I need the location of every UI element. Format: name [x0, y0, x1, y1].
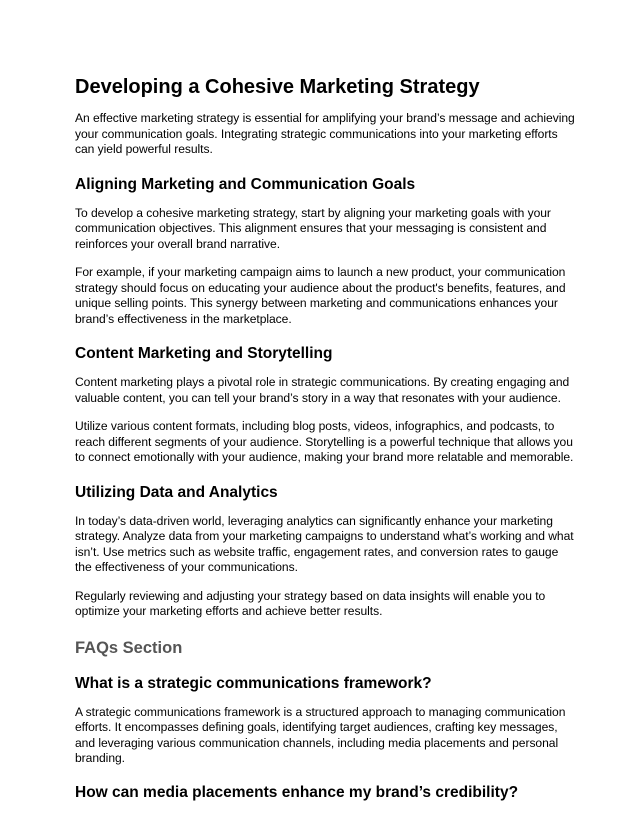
paragraph: Content marketing plays a pivotal role in strategic communications. By creating engaging and valuable content, you can tell your brand’s story in a way that resonates with your audience. [75, 375, 570, 405]
intro-paragraph: An effective marketing strategy is essential for amplifying your brand’s message and achieving your communication goals. Integrating strategic communications into your marketing efforts can yield powerful results. [75, 111, 575, 156]
section-heading-data-analytics: Utilizing Data and Analytics [75, 483, 278, 501]
faq-answer: A strategic communications framework is a structured approach to managing communication efforts. It encompasses defining goals, identifying target audiences, crafting key messages, and leveraging various communication channels, including media placements and personal branding. [75, 704, 566, 765]
section-heading-aligning-goals: Aligning Marketing and Communication Goals [75, 175, 416, 193]
paragraph: Utilize various content formats, including blog posts, videos, infographics, and podcasts, to reach different segments of your audience. Storytelling is a powerful technique that allows you to connect emotionally with your audience, making your brand more relatable and memorable. [75, 419, 574, 464]
paragraph: To develop a cohesive marketing strategy, start by aligning your marketing goals with your communication objectives. This alignment ensures that your messaging is consistent and reinforces your overall brand narrative. [75, 205, 551, 251]
faq-question: How can media placements enhance my brand’s credibility? [75, 783, 519, 801]
faq-question: What is a strategic communications framework? [75, 674, 432, 692]
paragraph: In today’s data-driven world, leveraging analytics can significantly enhance your marketing strategy. Analyze data from your marketing campaigns to understand what’s working and what isn’t. Use metrics such as website traffic, engagement rates, and conversion rates to gauge the effectiveness of your communications. [75, 513, 574, 574]
faq-section-heading: FAQs Section [75, 638, 183, 657]
paragraph: For example, if your marketing campaign aims to launch a new product, your communication strategy should focus on educating your audience about the product's benefits, features, and unique selling points. This synergy between marketing and communications enhances your brand’s effectiveness in the marketplace. [75, 265, 566, 326]
document-page [75, 74, 575, 803]
page-title: Developing a Cohesive Marketing Strategy [75, 76, 480, 98]
paragraph: Regularly reviewing and adjusting your strategy based on data insights will enable you to optimize your marketing efforts and achieve better results. [75, 588, 546, 618]
section-heading-content-marketing: Content Marketing and Storytelling [75, 345, 333, 362]
